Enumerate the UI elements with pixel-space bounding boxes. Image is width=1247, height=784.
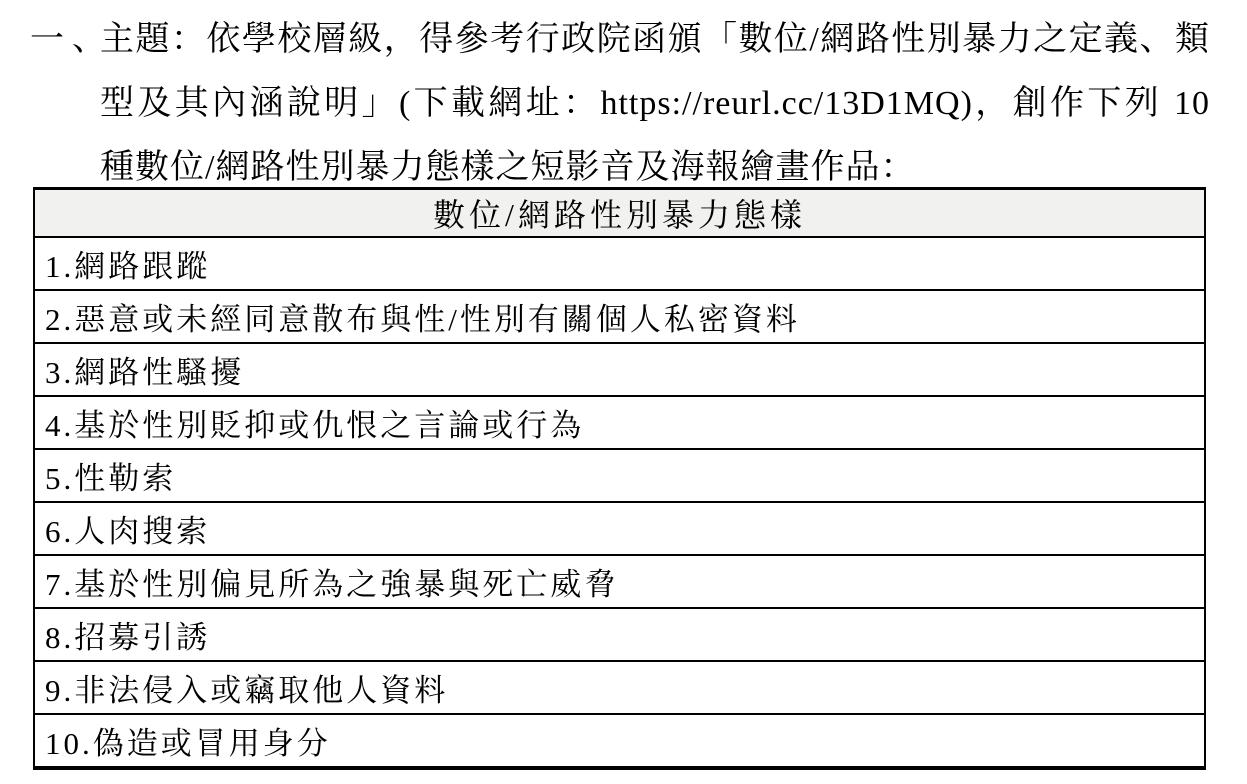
table-cell: 2.惡意或未經同意散布與性/性別有關個人私密資料 bbox=[34, 290, 1205, 343]
table-row bbox=[34, 714, 1205, 768]
table-row bbox=[34, 237, 1205, 290]
list-item-marker: 一、 bbox=[30, 21, 114, 58]
table-row bbox=[34, 290, 1205, 343]
paragraph-line-1: 主題：依學校層級，得參考行政院函頒「數位/網路性別暴力之定義、類 bbox=[100, 21, 1210, 58]
table-cell: 4.基於性別貶抑或仇恨之言論或行為 bbox=[34, 396, 1205, 449]
table-row bbox=[34, 555, 1205, 608]
table-cell: 3.網路性騷擾 bbox=[34, 343, 1205, 396]
table-header-cell: 數位/網路性別暴力態樣 bbox=[34, 189, 1205, 238]
document-page bbox=[0, 8, 1247, 784]
table-row bbox=[34, 608, 1205, 661]
table-cell: 1.網路跟蹤 bbox=[34, 237, 1205, 290]
table-cell: 5.性勒索 bbox=[34, 449, 1205, 502]
paragraph-line-3: 種數位/網路性別暴力態樣之短影音及海報繪畫作品： bbox=[100, 149, 916, 186]
table-cell: 8.招募引誘 bbox=[34, 608, 1205, 661]
violence-types-table bbox=[33, 187, 1206, 770]
table-cell: 10.偽造或冒用身分 bbox=[34, 714, 1205, 768]
table-cell: 9.非法侵入或竊取他人資料 bbox=[34, 661, 1205, 714]
numbered-paragraph bbox=[30, 8, 1210, 200]
table-row bbox=[34, 343, 1205, 396]
table-row bbox=[34, 396, 1205, 449]
table-cell: 7.基於性別偏見所為之強暴與死亡威脅 bbox=[34, 555, 1205, 608]
table-row bbox=[34, 661, 1205, 714]
table-row bbox=[34, 502, 1205, 555]
table-row bbox=[34, 449, 1205, 502]
paragraph-line-2: 型及其內涵說明」(下載網址：https://reurl.cc/13D1MQ)，創作下列 10 bbox=[100, 85, 1210, 122]
table-cell: 6.人肉搜索 bbox=[34, 502, 1205, 555]
